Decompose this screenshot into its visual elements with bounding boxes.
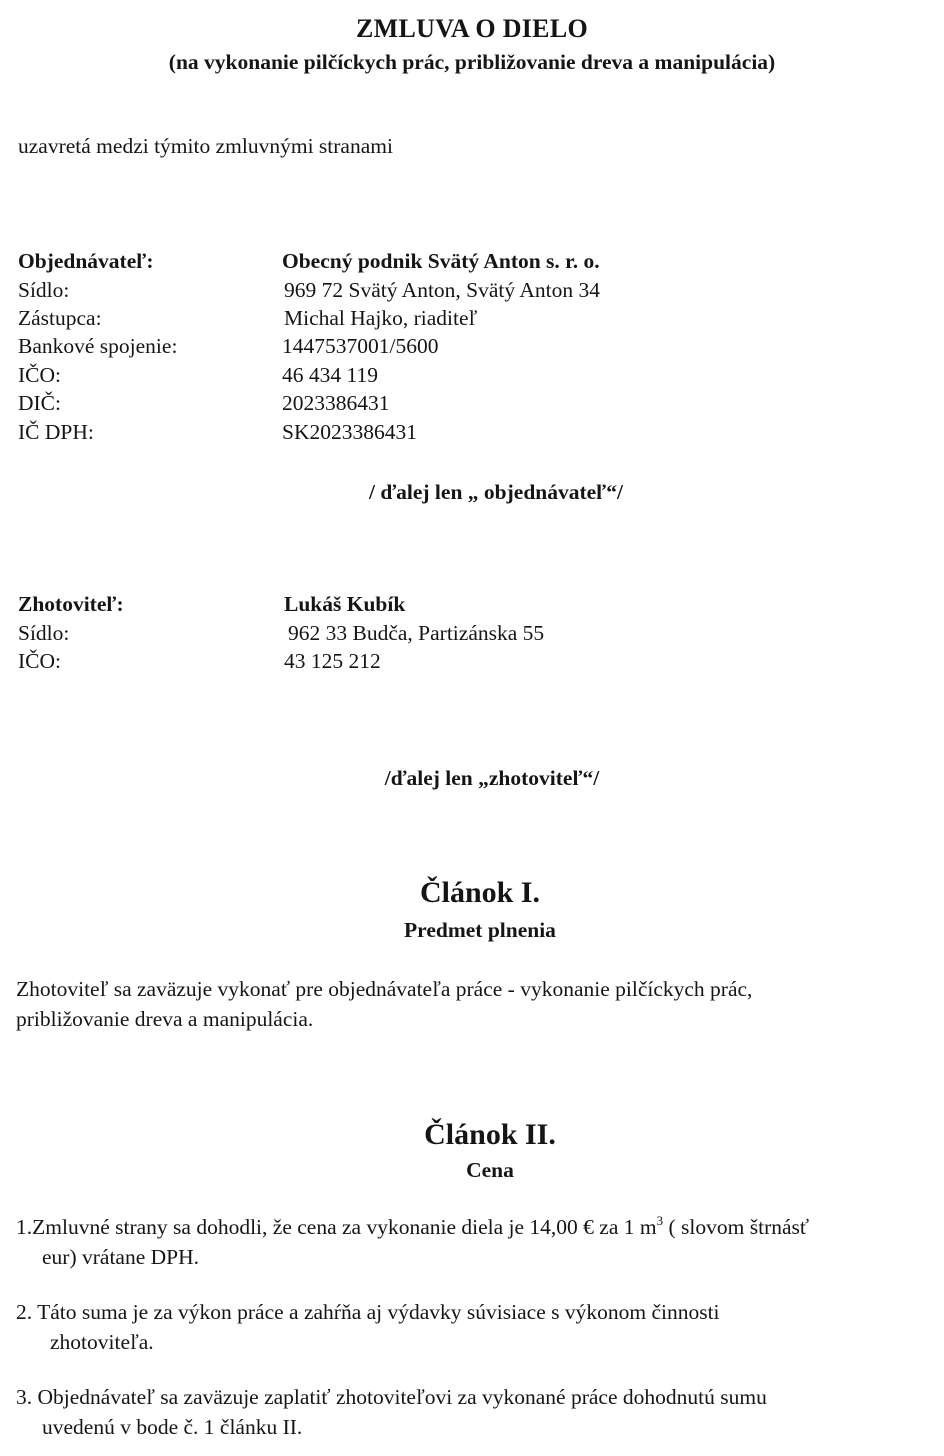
client-field-label: IČO:: [18, 363, 61, 387]
article2-title: Článok II.: [424, 1118, 556, 1151]
document-title: ZMLUVA O DIELO: [356, 14, 588, 43]
client-field-row: [0, 278, 900, 307]
client-field-value: 46 434 119: [282, 363, 378, 387]
article2-item-3: [16, 1382, 936, 1442]
article1-subtitle: Predmet plnenia: [404, 918, 556, 942]
client-role-label: Objednávateľ:: [18, 249, 154, 273]
client-field-row: [0, 334, 900, 363]
client-alias: / ďalej len „ objednávateľ“/: [369, 480, 623, 504]
client-field-label: DIČ:: [18, 391, 61, 415]
price-text: 1.Zmluvné strany sa dohodli, že cena za vykonanie diela je 14,00 € za 1 m: [16, 1215, 657, 1239]
client-field-value: 2023386431: [282, 391, 390, 415]
document-subtitle: (na vykonanie pilčíckych prác, približovanie dreva a manipulácia): [168, 50, 776, 74]
article2-item-3-line: uvedenú v bode č. 1 článku II.: [42, 1415, 303, 1439]
client-field-value: SK2023386431: [282, 420, 417, 444]
article1-text: [16, 974, 936, 1034]
contractor-field-label: IČO:: [18, 649, 61, 673]
article1-text-line: približovanie dreva a manipulácia.: [16, 1007, 314, 1031]
client-field-value: 1447537001/5600: [282, 334, 439, 358]
contractor-field-value: 962 33 Budča, Partizánska 55: [288, 621, 545, 645]
client-name: Obecný podnik Svätý Anton s. r. o.: [282, 249, 600, 273]
article1-title: Článok I.: [419, 876, 541, 909]
client-field-label: Bankové spojenie:: [18, 334, 178, 358]
contractor-field-label: Sídlo:: [18, 621, 70, 645]
article2-item-3-line: 3. Objednávateľ sa zaväzuje zaplatiť zhotoviteľovi za vykonané práce dohodnutú sumu: [16, 1385, 767, 1409]
cubic-superscript: 3: [656, 1213, 664, 1228]
contractor-role-label: Zhotoviteľ:: [18, 592, 124, 616]
client-field-label: Sídlo:: [18, 278, 70, 302]
intro-text: uzavretá medzi týmito zmluvnými stranami: [18, 134, 393, 158]
client-field-value: 969 72 Svätý Anton, Svätý Anton 34: [284, 278, 600, 302]
client-field-label: IČ DPH:: [18, 420, 94, 444]
article2-item-1-line: [16, 1212, 936, 1242]
article2-item-1: [16, 1212, 936, 1272]
client-field-value: Michal Hajko, riaditeľ: [284, 306, 478, 330]
contractor-alias: /ďalej len „zhotoviteľ“/: [384, 766, 600, 790]
contractor-header-row: [0, 592, 900, 621]
client-field-label: Zástupca:: [18, 306, 102, 330]
client-field-row: [0, 391, 900, 420]
article2-item-2-line: zhotoviteľa.: [50, 1330, 154, 1354]
article2-item-2-line: 2. Táto suma je za výkon práce a zahŕňa aj výdavky súvisiace s výkonom činnosti: [16, 1300, 720, 1324]
article2-item-2: [16, 1297, 936, 1357]
contractor-field-row: [0, 649, 900, 678]
client-field-row: [0, 363, 900, 392]
price-text-words: ( slovom štrnásť: [663, 1215, 810, 1239]
article1-text-line: Zhotoviteľ sa zaväzuje vykonať pre objednávateľa práce - vykonanie pilčíckych prác,: [16, 977, 753, 1001]
contractor-name: Lukáš Kubík: [284, 592, 406, 616]
article2-subtitle: Cena: [466, 1158, 514, 1182]
client-header-row: [0, 249, 900, 278]
article2-item-1-line: eur) vrátane DPH.: [42, 1245, 200, 1269]
contractor-field-value: 43 125 212: [284, 649, 381, 673]
client-field-row: [0, 306, 900, 335]
client-field-row: [0, 420, 900, 449]
contractor-field-row: [0, 621, 900, 650]
